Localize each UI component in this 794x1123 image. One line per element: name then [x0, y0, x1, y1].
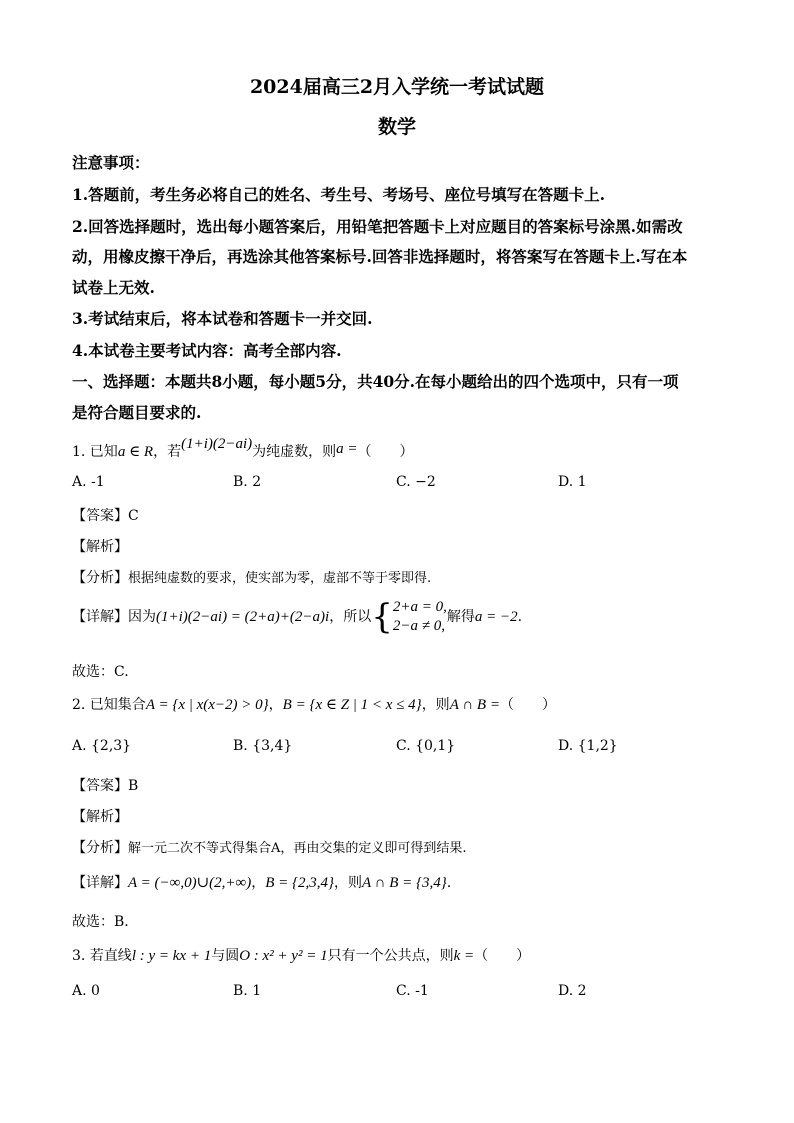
q1-detail-pre: 因为: [128, 609, 156, 625]
q2-detail-mid: ，则: [334, 875, 362, 891]
notice-item-4: 4.本试卷主要考试内容：高考全部内容.: [72, 341, 342, 360]
q1-answer-row: [72, 505, 139, 525]
q3-ask: k =: [453, 948, 475, 964]
notice-item-2-line-3: 试卷上无效.: [72, 278, 155, 297]
notice-item-1: 1.答题前，考生务必将自己的姓名、考生号、考场号、座位号填写在答题卡上.: [72, 185, 606, 204]
q1-detail-expression: (1+i)(2−ai) = (2+a)+(2−a)i: [156, 609, 330, 625]
choose-label: 故选：: [72, 914, 114, 930]
detail-label: 【详解】: [72, 875, 128, 891]
q3-number: 3. 若直线: [72, 948, 132, 964]
section-heading-line-2: 是符合题目要求的.: [72, 403, 202, 422]
q1-option-a: A. -1: [72, 474, 105, 490]
q1-condition: a ∈ R: [117, 444, 154, 460]
q3-line-equation: l : y = kx + 1: [131, 948, 212, 964]
q1-option-b: B. 2: [233, 474, 262, 490]
q1-fenxi-text: 根据纯虚数的要求，使实部为零，虚部不等于零即得.: [128, 571, 432, 586]
q2-set-a: A = {x | x(x−2) > 0}: [145, 697, 269, 713]
q2-choose-row: [72, 911, 129, 931]
subject-title: 数学: [377, 116, 416, 138]
q2-option-d: D. {1,2}: [558, 738, 618, 754]
q2-set-b: B = {x ∈ Z | 1 < x ≤ 4}: [282, 697, 422, 713]
q2-answer-row: [72, 775, 138, 795]
q3-option-d: D. 2: [558, 983, 587, 999]
q2-choose-value: B.: [114, 914, 129, 930]
notice-heading: 注意事项：: [72, 153, 150, 172]
q1-number: 1. 已知: [72, 444, 118, 460]
q2-fenxi-text: 解一元二次不等式得集合A，再由交集的定义即可得到结果.: [128, 841, 467, 856]
answer-label: 【答案】: [72, 778, 128, 794]
choose-label: 故选：: [72, 664, 114, 680]
q1-choose-value: C.: [114, 664, 129, 680]
q2-detail-comma: ，: [251, 875, 266, 891]
question-3: [72, 945, 530, 965]
q1-detail-end: .: [517, 609, 523, 625]
q1-detail-row: [72, 598, 522, 636]
q3-option-a: A. 0: [72, 983, 100, 999]
q2-paren: （ ）: [499, 697, 556, 713]
q1-detail-result: a = −2: [474, 609, 518, 625]
answer-label: 【答案】: [72, 508, 128, 524]
question-1: [72, 436, 414, 461]
q3-option-c: C. -1: [396, 983, 429, 999]
q2-detail-row: [72, 872, 451, 892]
q1-fenxi-row: [72, 567, 431, 587]
q3-option-b: B. 1: [233, 983, 262, 999]
q2-detail-result: A ∩ B = {3,4}: [362, 875, 447, 891]
q1-system-line-1: 2+a = 0,: [392, 599, 447, 615]
q1-tail-text: 为纯虚数，则: [252, 444, 337, 460]
q3-paren: （ ）: [474, 948, 531, 964]
q1-detail-tail: 解得: [446, 609, 475, 625]
q1-option-d: D. 1: [558, 474, 587, 490]
q1-choose-row: [72, 661, 129, 681]
fenxi-label: 【分析】: [72, 570, 128, 586]
q2-comma: ，: [268, 697, 283, 713]
q1-paren: （ ）: [357, 444, 414, 460]
q1-ask: a =: [336, 441, 358, 457]
q3-circle-equation: O : x² + y² = 1: [239, 948, 328, 964]
q3-tail: 只有一个公共点，则: [327, 948, 454, 964]
detail-label: 【详解】: [72, 609, 128, 625]
notice-item-3: 3.考试结束后，将本试卷和答题卡一并交回.: [72, 309, 373, 328]
q2-ask: A ∩ B =: [449, 697, 500, 713]
q1-answer-value: C: [128, 508, 139, 524]
notice-item-2-line-1: 2.回答选择题时，选出每小题答案后，用铅笔把答题卡上对应题目的答案标号涂黑.如需改: [72, 217, 683, 236]
notice-item-2-line-2: 动，用橡皮擦干净后，再选涂其他答案标号.回答非选择题时，将答案写在答题卡上.写在本: [72, 247, 688, 266]
q1-analysis-label: 【解析】: [72, 539, 128, 555]
q1-expression: (1+i)(2−ai): [181, 436, 253, 452]
left-brace-icon: {: [371, 597, 393, 637]
fenxi-label: 【分析】: [72, 840, 128, 856]
question-2: [72, 694, 556, 714]
q3-mid: 与圆: [211, 948, 240, 964]
q2-option-c: C. {0,1}: [396, 738, 456, 754]
q2-fenxi-row: [72, 837, 467, 857]
exam-title: 2024届高三2月入学统一考试试题: [249, 76, 545, 98]
q1-equation-system: [393, 598, 447, 636]
q2-answer-value: B: [128, 778, 139, 794]
q1-option-c: C. −2: [396, 474, 436, 490]
q2-tail: ，则: [421, 697, 450, 713]
q2-detail-end: .: [446, 875, 452, 891]
q2-analysis-label: 【解析】: [72, 809, 128, 825]
q2-detail-a: A = (−∞,0)∪(2,+∞): [128, 875, 252, 891]
q2-option-a: A. {2,3}: [72, 738, 132, 754]
q1-detail-mid: ，所以: [329, 609, 372, 625]
q2-option-b: B. {3,4}: [233, 738, 293, 754]
section-heading-line-1: 一、选择题：本题共8小题，每小题5分，共40分.在每小题给出的四个选项中，只有一项: [72, 372, 679, 391]
q2-detail-b: B = {2,3,4}: [265, 875, 334, 891]
q1-system-line-2: 2−a ≠ 0,: [392, 618, 445, 634]
q2-number: 2. 已知集合: [72, 697, 146, 713]
q1-mid-text: ，若: [153, 444, 182, 460]
